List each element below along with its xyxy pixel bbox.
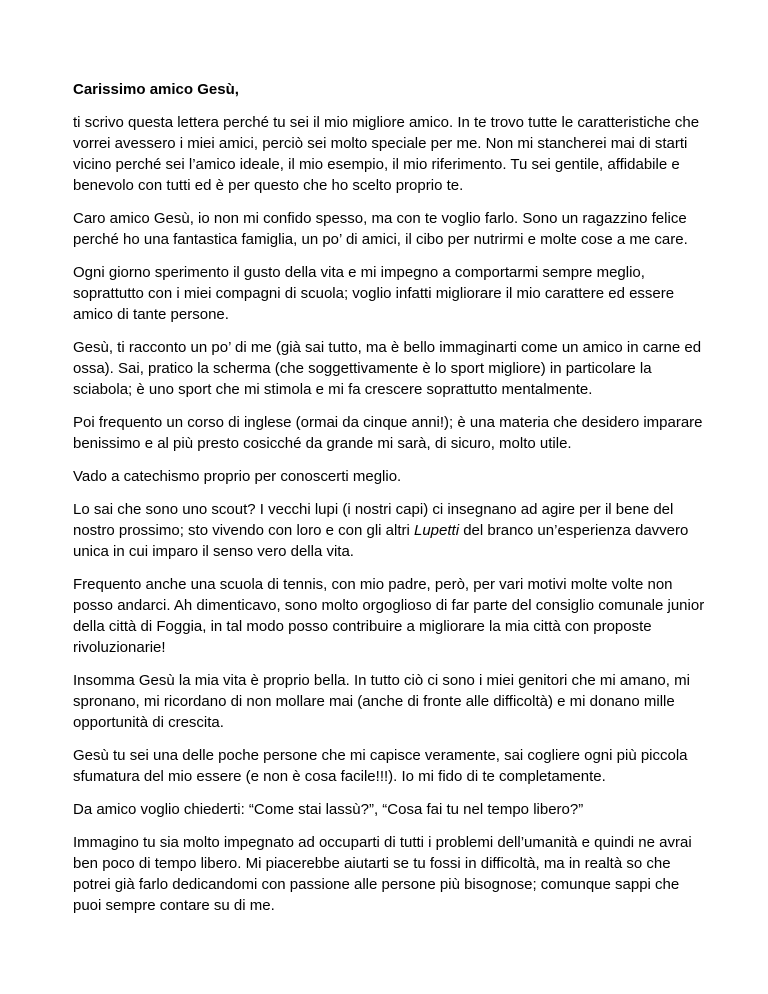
paragraph-trust: Gesù tu sei una delle poche persone che mi capisce veramente, sai cogliere ogni più piccola sfumatura del mio essere (e non è cosa facile!!!). Io mi fido di te completamente. <box>73 747 688 785</box>
letter-greeting: Carissimo amico Gesù, <box>73 81 239 98</box>
paragraph-catechism: Vado a catechismo proprio per conoscerti meglio. <box>73 468 402 485</box>
paragraph-tennis: Frequento anche una scuola di tennis, con mio padre, però, per vari motivi molte volte non posso andarci. Ah dimenticavo, sono molto orgoglioso di far parte del consiglio comunale junior della città di Foggia, in tal modo posso contribuire a migliorare la mia città con proposte rivoluzionarie! <box>73 576 705 656</box>
paragraph-closing: Immagino tu sia molto impegnato ad occuparti di tutti i problemi dell’umanità e quindi ne avrai ben poco di tempo libero. Mi piacerebbe aiutarti se tu fossi in difficoltà, ma in realtà so che potrei già farlo dedicandomi con passione alle persone più bisognose; comunque sappi che puoi sempre contare su di me. <box>73 834 692 914</box>
paragraph-parents: Insomma Gesù la mia vita è proprio bella. In tutto ciò ci sono i miei genitori che mi amano, mi spronano, mi ricordano di non mollare mai (anche di fronte alle difficoltà) e mi donano mille opportunità di crescita. <box>73 672 690 731</box>
paragraph-english: Poi frequento un corso di inglese (ormai da cinque anni!); è una materia che desidero imparare benissimo e al più presto cosicché da grande mi sarà, di sicuro, molto utile. <box>73 414 703 452</box>
letter-page <box>73 79 708 928</box>
paragraph-questions: Da amico voglio chiederti: “Come stai lassù?”, “Cosa fai tu nel tempo libero?” <box>73 801 584 818</box>
paragraph-scout <box>73 499 708 562</box>
paragraph-daily-life: Ogni giorno sperimento il gusto della vita e mi impegno a comportarmi sempre meglio, soprattutto con i miei compagni di scuola; voglio infatti migliorare il mio carattere ed essere amico di tante persone. <box>73 264 675 323</box>
paragraph-fencing: Gesù, ti racconto un po’ di me (già sai tutto, ma è bello immaginarti come un amico in carne ed ossa). Sai, pratico la scherma (che soggettivamente è lo sport migliore) in particolare la sciabola; è uno sport che mi stimola e mi fa crescere soprattutto mentalmente. <box>73 339 702 398</box>
scout-text-italic: Lupetti <box>414 522 460 539</box>
paragraph-friendship: ti scrivo questa lettera perché tu sei il mio migliore amico. In te trovo tutte le caratteristiche che vorrei avessero i miei amici, perciò sei molto speciale per me. Non mi stancherei mai di starti vicino perché sei l’amico ideale, il mio esempio, il mio riferimento. Tu sei gentile, affidabile e benevolo con tutti ed è per questo che ho scelto proprio te. <box>73 114 700 194</box>
scout-text-after: del branco un’esperienza davvero unica in cui imparo il senso vero della vita. <box>73 522 689 560</box>
paragraph-confide: Caro amico Gesù, io non mi confido spesso, ma con te voglio farlo. Sono un ragazzino felice perché ho una fantastica famiglia, un po’ di amici, il cibo per nutrirmi e molte cose a me care. <box>73 210 688 248</box>
scout-text-before: Lo sai che sono uno scout? I vecchi lupi (i nostri capi) ci insegnano ad agire per il bene del nostro prossimo; sto vivendo con loro e con gli altri <box>73 501 674 539</box>
